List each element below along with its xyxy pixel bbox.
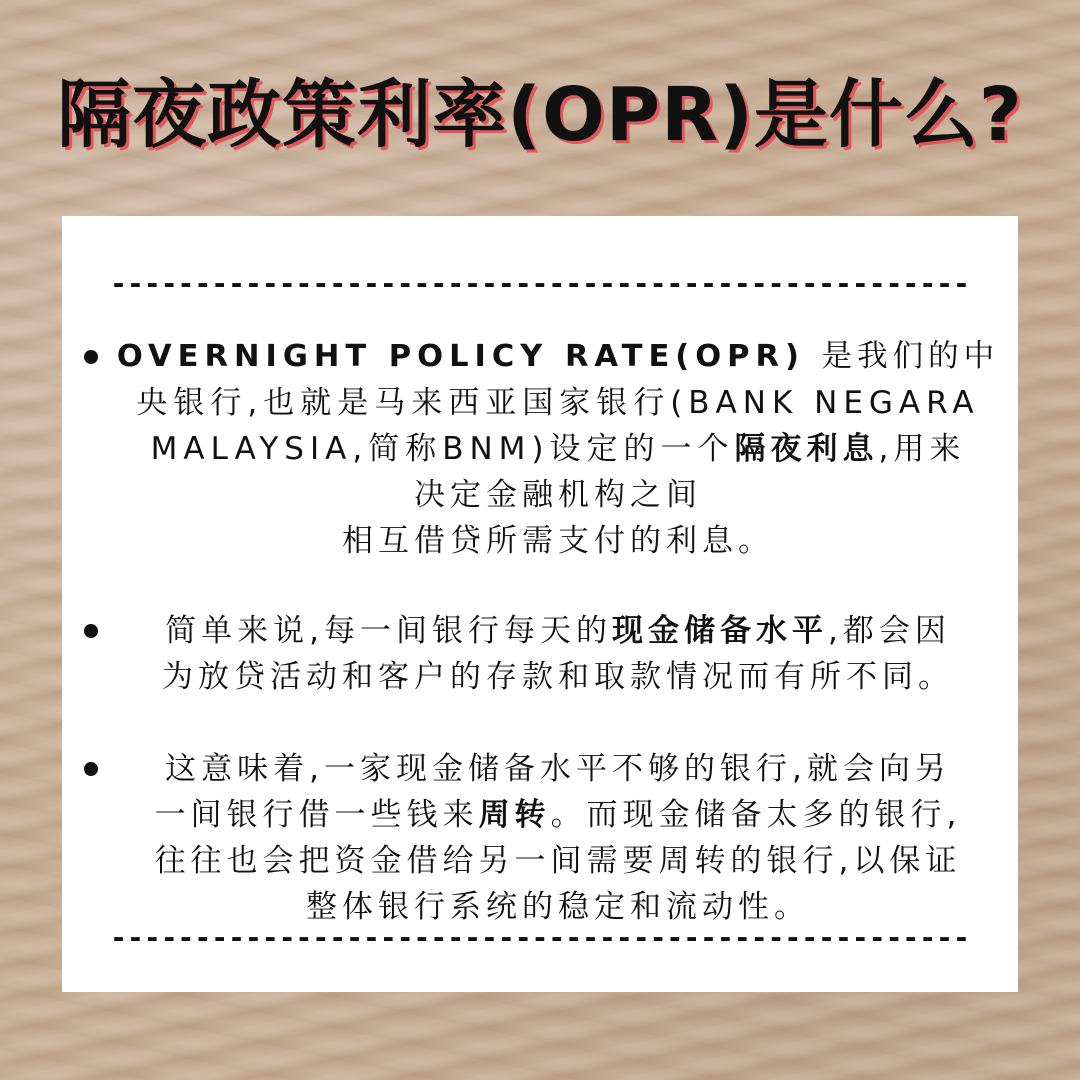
- text-run-bold: 现金储备水平: [612, 613, 828, 649]
- text-run: 。而现金储备太多的银行,: [550, 797, 962, 833]
- bullet-line: [114, 334, 1002, 380]
- text-run-bold: 隔夜利息: [734, 431, 879, 467]
- text-run: 往往也会把资金借给另一间需要周转的银行,以保证: [154, 843, 962, 879]
- content-card: [62, 216, 1018, 992]
- bullet-line: [114, 426, 1002, 472]
- text-run: 整体银行系统的稳定和流动性。: [306, 889, 810, 925]
- text-run: ,用来: [878, 431, 966, 467]
- bullet-line: [114, 838, 1002, 884]
- text-run-bold: 周转: [478, 797, 551, 833]
- bullet-line: [114, 746, 1002, 792]
- text-run: OVERNIGHT POLICY RATE(OPR): [116, 339, 822, 374]
- bullet-line: [114, 518, 1002, 564]
- bullet-line: [114, 792, 1002, 838]
- text-run: 是我们的中: [821, 339, 1000, 374]
- text-run: 为放贷活动和客户的存款和取款情况而有所不同。: [162, 659, 954, 695]
- bullet-line: [114, 654, 1002, 700]
- bullet-line: [114, 380, 1002, 426]
- text-run: 一间银行借一些钱来: [154, 797, 479, 833]
- text-run: ,都会因: [828, 613, 951, 649]
- text-run: MALAYSIA,简称BNM)设定的一个: [150, 431, 735, 467]
- page-title: 隔夜政策利率(OPR)是什么?: [57, 72, 1023, 158]
- bullet-dot-icon: [84, 350, 98, 364]
- text-run: 简单来说,每一间银行每天的: [165, 613, 612, 649]
- bullet-line: [114, 608, 1002, 654]
- text-run: 这意味着,一家现金储备水平不够的银行,就会向另: [165, 751, 951, 787]
- text-run: 相互借贷所需支付的利息。: [342, 523, 774, 559]
- bullet-dot-icon: [84, 762, 98, 776]
- top-divider: ---------------------------------------------------: [110, 268, 970, 300]
- bullet-dot-icon: [84, 624, 98, 638]
- text-run: 决定金融机构之间: [414, 477, 702, 513]
- bullet-line: [114, 472, 1002, 518]
- bottom-divider: ---------------------------------------------------: [110, 922, 970, 954]
- text-run: 央银行,也就是马来西亚国家银行(BANK NEGARA: [136, 385, 980, 421]
